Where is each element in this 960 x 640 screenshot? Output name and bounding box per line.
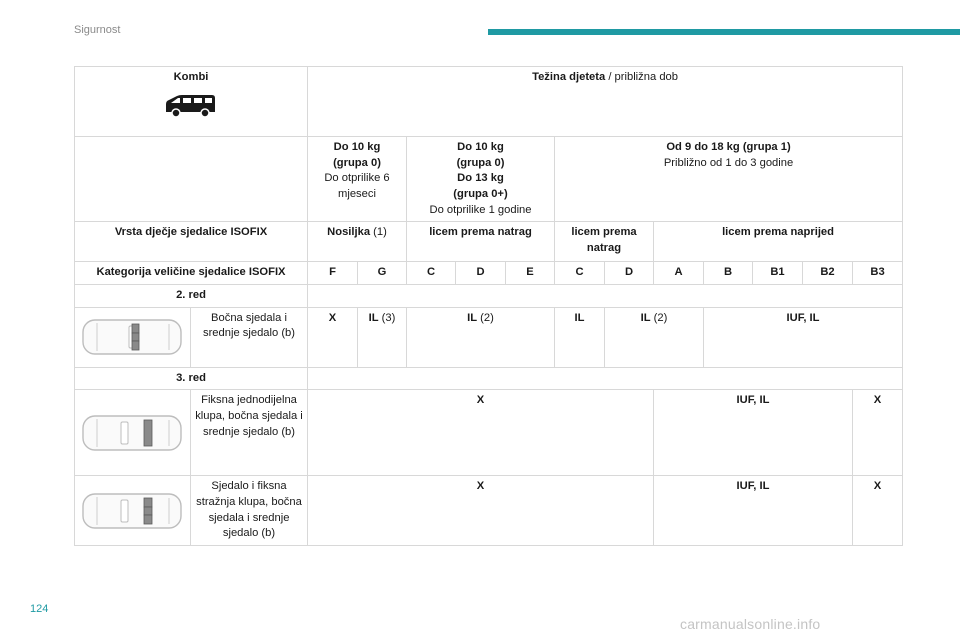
row-3a-value: X: [853, 390, 903, 476]
weight-group-0plus-line3: Do 13 kg: [457, 172, 504, 185]
seat-type-carrycot: [308, 222, 407, 262]
weight-group-1-line1: Od 9 do 18 kg (grupa 1): [666, 141, 791, 153]
car-topview-icon: [81, 316, 185, 358]
weight-group-1: [555, 137, 903, 222]
row-3b-seat-label: Sjedalo i fiksna stražnja klupa, bočna sjedala i srednje sjedalo (b): [191, 476, 308, 546]
table-row: [75, 476, 903, 546]
isofix-table: [74, 66, 903, 546]
weight-group-0-age: Do otprilike 6 mjeseci: [324, 172, 390, 201]
row-3b-value: X: [308, 476, 654, 546]
row-2-value: [407, 307, 555, 367]
header-accent-bar: [488, 29, 960, 35]
weight-group-0-line2: (grupa 0): [333, 156, 381, 169]
row-2-value: [605, 307, 704, 367]
size-class: B1: [753, 262, 803, 285]
vehicle-header-cell: [75, 67, 308, 137]
table-row: [75, 262, 903, 285]
table-row: [75, 285, 903, 308]
size-class: E: [506, 262, 555, 285]
seat-type-forward-facing: licem prema naprijed: [654, 222, 903, 262]
size-class: A: [654, 262, 704, 285]
empty-cell: [75, 137, 308, 222]
empty-cell: [308, 367, 903, 390]
row-2-value-bold: IL: [640, 311, 651, 324]
row-3a-value: IUF, IL: [654, 390, 853, 476]
carrycot-note: (1): [370, 226, 387, 239]
seat-diagram-cell: [75, 390, 191, 476]
size-class: B2: [803, 262, 853, 285]
row-3a-value: X: [308, 390, 654, 476]
row-2-value-note: (3): [378, 311, 396, 324]
watermark: carmanualsonline.info: [680, 616, 821, 632]
weight-group-0plus-line1: Do 10 kg: [457, 141, 504, 153]
section-title: Sigurnost: [74, 24, 121, 36]
table-row: [75, 307, 903, 367]
row-2-value: IL: [555, 307, 605, 367]
table-row: [75, 67, 903, 137]
vehicle-header: Kombi: [173, 71, 209, 83]
row-2-value-bold: IL: [368, 311, 379, 324]
row-2-seat-label: Bočna sjedala i srednje sjedalo (b): [191, 307, 308, 367]
seat-type-label: Vrsta dječje sjedalice ISOFIX: [75, 222, 308, 262]
weight-header-cell: [308, 67, 903, 137]
carrycot-label: Nosiljka: [327, 226, 371, 239]
weight-header-rest: / približna dob: [605, 71, 678, 83]
row-2-value-note: (2): [477, 311, 494, 324]
size-class: F: [308, 262, 358, 285]
table-row: [75, 390, 903, 476]
row-3b-value: X: [853, 476, 903, 546]
size-class: B3: [853, 262, 903, 285]
table-row: [75, 137, 903, 222]
weight-group-0: [308, 137, 407, 222]
seat-diagram-cell: [75, 307, 191, 367]
size-class: G: [358, 262, 407, 285]
weight-header-bold: Težina djeteta: [532, 71, 606, 83]
size-class: B: [704, 262, 753, 285]
seat-diagram-cell: [75, 476, 191, 546]
page-number: 124: [30, 603, 49, 615]
seat-type-rear-facing-2: licem prema natrag: [555, 222, 654, 262]
seat-type-rear-facing: licem prema natrag: [407, 222, 555, 262]
weight-group-0plus: [407, 137, 555, 222]
weight-group-0-line1: Do 10 kg: [333, 141, 381, 153]
weight-group-0plus-line4: (grupa 0+): [453, 188, 508, 201]
weight-group-0plus-age: Do otprilike 1 godine: [429, 203, 532, 216]
table-row: [75, 367, 903, 390]
row-3b-value: IUF, IL: [654, 476, 853, 546]
size-class: D: [605, 262, 654, 285]
size-class-label: Kategorija veličine sjedalice ISOFIX: [75, 262, 308, 285]
row-2-value: IUF, IL: [704, 307, 903, 367]
row-2-value: X: [308, 307, 358, 367]
row-3-title: 3. red: [75, 367, 308, 390]
van-icon: [163, 92, 219, 118]
car-topview-icon: [81, 490, 185, 532]
row-2-title: 2. red: [75, 285, 308, 308]
weight-group-0plus-line2: (grupa 0): [456, 156, 505, 169]
row-3a-seat-label: Fiksna jednodijelna klupa, bočna sjedala i srednje sjedalo (b): [191, 390, 308, 476]
size-class: C: [407, 262, 456, 285]
row-2-value-note: (2): [650, 311, 668, 324]
size-class: D: [456, 262, 506, 285]
size-class: C: [555, 262, 605, 285]
table-row: [75, 222, 903, 262]
empty-cell: [308, 285, 903, 308]
car-topview-icon: [81, 412, 185, 454]
weight-group-1-age: Približno od 1 do 3 godine: [663, 156, 794, 169]
row-2-value-bold: IL: [467, 311, 478, 324]
row-2-value: [358, 307, 407, 367]
